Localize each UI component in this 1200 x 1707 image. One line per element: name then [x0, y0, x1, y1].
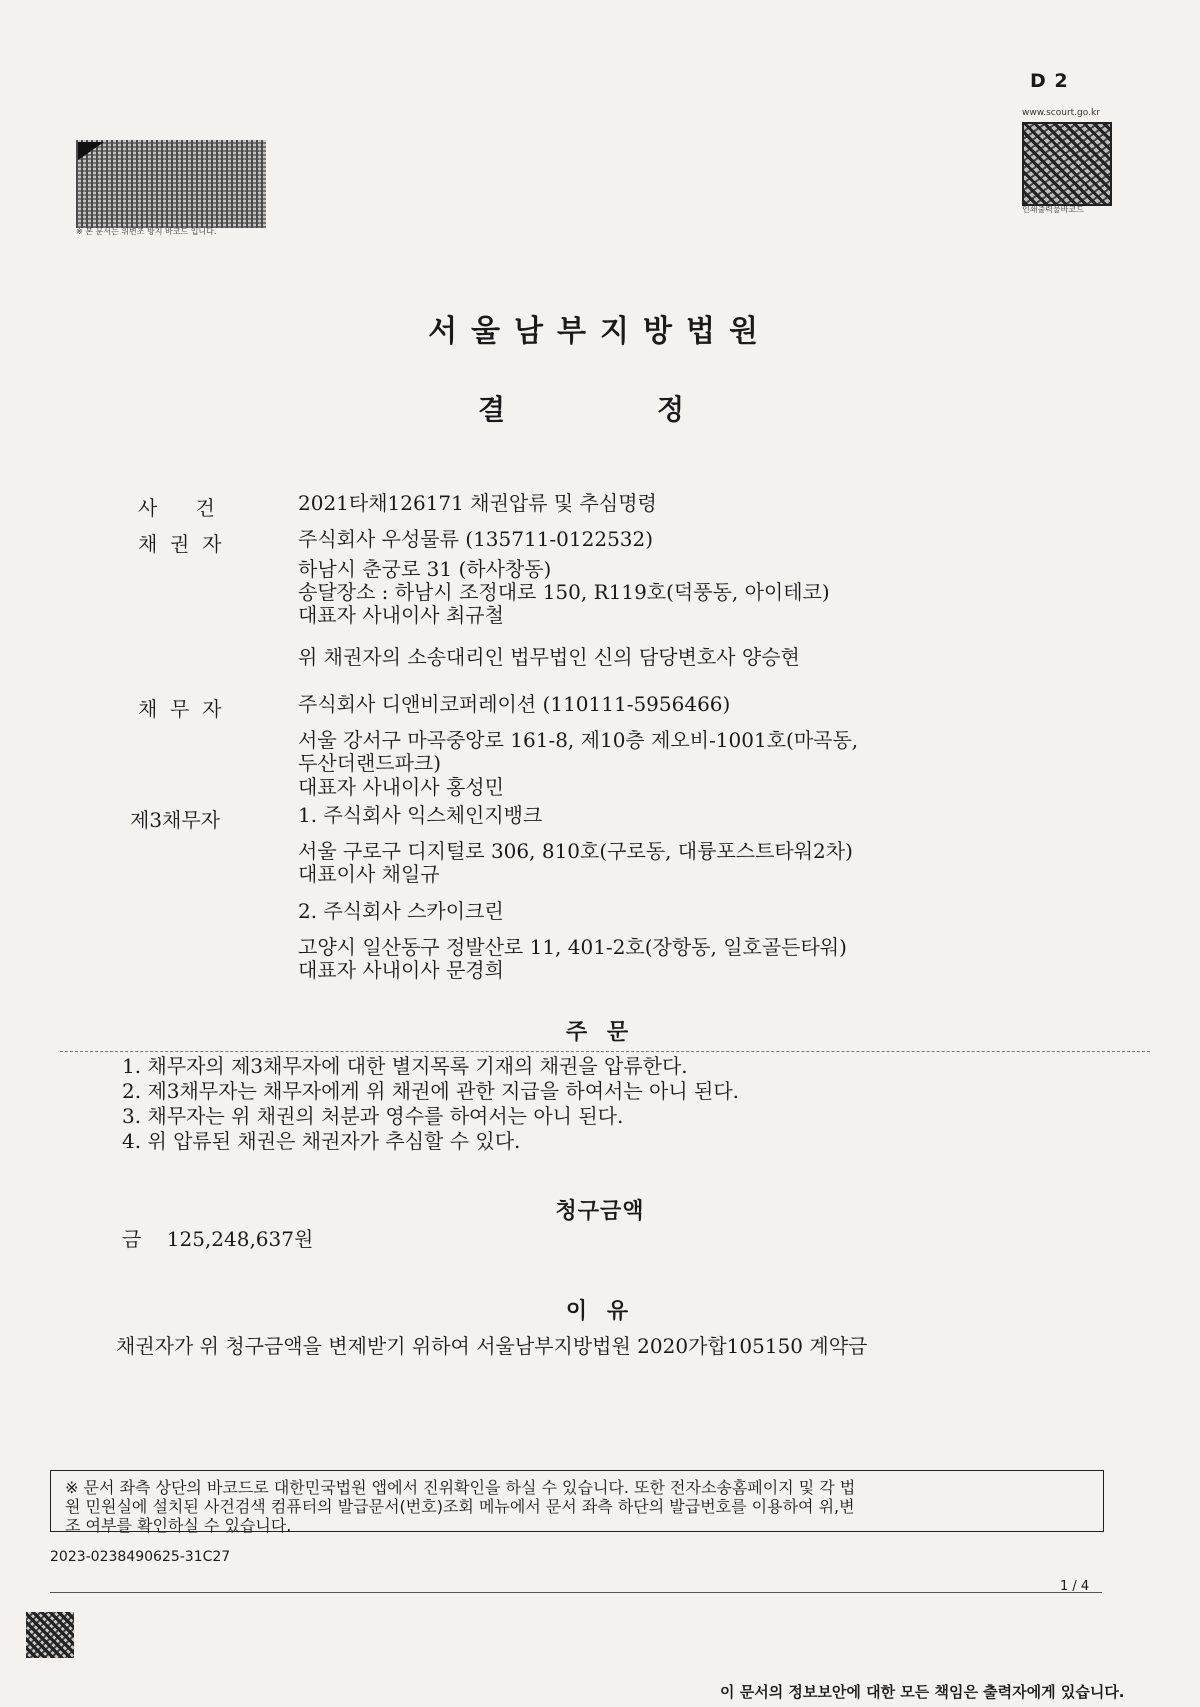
- reason-heading: 이 유: [565, 1298, 635, 1324]
- claim-heading: 청구금액: [555, 1198, 645, 1224]
- court-name: 서울남부지방법원: [428, 314, 772, 349]
- debtor-label: 채 무 자: [138, 697, 222, 721]
- debtor-address-2: 두산더랜드파크): [298, 751, 442, 775]
- third-debtor-label: 제3채무자: [130, 808, 221, 832]
- case-value: 2021타채126171 채권압류 및 추심명령: [298, 491, 657, 515]
- third-debtor-1-address: 서울 구로구 디지털로 306, 810호(구로동, 대륭포스트타워2차): [298, 839, 853, 863]
- order-heading: 주 문: [565, 1019, 635, 1045]
- order-item-1: 1. 채무자의 제3채무자에 대한 별지목록 기재의 채권을 압류한다.: [122, 1054, 688, 1078]
- debtor-name: 주식회사 디앤비코퍼레이션 (110111-5956466): [298, 692, 731, 716]
- authenticity-notice: [50, 1470, 1104, 1535]
- order-item-4: 4. 위 압류된 채권은 채권자가 추심할 수 있다.: [122, 1129, 521, 1153]
- court-url: www.scourt.go.kr: [1022, 108, 1100, 118]
- qr-label: 인쇄출력물바코드: [1022, 205, 1084, 214]
- creditor-attorney: 위 채권자의 소송대리인 법무법인 신의 담당변호사 양승현: [298, 645, 800, 669]
- notice-line-1: ※ 문서 좌측 상단의 바코드로 대한민국법원 앱에서 진위확인을 하실 수 있습니다. 또한 전자소송홈페이지 및 각 법: [65, 1478, 856, 1497]
- third-debtor-2-address: 고양시 일산동구 정발산로 11, 401-2호(장항동, 일호골든타워): [298, 935, 847, 959]
- creditor-representative: 대표자 사내이사 최규철: [298, 603, 504, 627]
- order-item-3: 3. 채무자는 위 채권의 처분과 영수를 하여서는 아니 된다.: [122, 1104, 624, 1128]
- claim-amount: 금 125,248,637원: [122, 1227, 314, 1251]
- third-debtor-2-representative: 대표자 사내이사 문경희: [298, 958, 504, 982]
- debtor-address-1: 서울 강서구 마곡중앙로 161-8, 제10층 제오비-1001호(마곡동,: [298, 728, 859, 752]
- creditor-label: 채 권 자: [138, 532, 222, 556]
- creditor-address: 하남시 춘궁로 31 (하사창동): [298, 557, 552, 581]
- case-label: 사 건: [138, 496, 215, 520]
- issue-number: 2023-0238490625-31C27: [50, 1549, 231, 1565]
- security-footer: 이 문서의 정보보안에 대한 모든 책임은 출력자에게 있습니다.: [720, 1683, 1125, 1701]
- page-code: D 2: [1030, 70, 1069, 92]
- creditor-service-address: 송달장소 : 하남시 조정대로 150, R119호(덕풍동, 아이테코): [298, 580, 830, 604]
- third-debtor-1-name: 1. 주식회사 익스체인지뱅크: [298, 803, 543, 827]
- debtor-representative: 대표자 사내이사 홍성민: [298, 775, 504, 799]
- footer-rule: [50, 1592, 1102, 1593]
- third-debtor-2-name: 2. 주식회사 스카이크린: [298, 899, 504, 923]
- creditor-name: 주식회사 우성물류 (135711-0122532): [298, 527, 654, 551]
- notice-line-3: 조 여부를 확인하실 수 있습니다.: [65, 1516, 292, 1535]
- verification-barcode-icon: [76, 140, 266, 228]
- third-debtor-1-representative: 대표이사 채일규: [298, 862, 440, 886]
- notice-line-2: 원 민원실에 설치된 사건검색 컴퓨터의 발급문서(번호)조회 메뉴에서 문서 좌측 하단의 발급번호를 이용하여 위,변: [65, 1497, 855, 1516]
- doc-type-char-2: 정: [657, 393, 685, 426]
- doc-type-char-1: 결: [478, 393, 506, 426]
- barcode-corner-mark: [78, 142, 104, 160]
- barcode-caption: ※ 본 문서는 위변조 방지 바코드 입니다.: [76, 227, 217, 236]
- page-number: 1 / 4: [1060, 1579, 1090, 1594]
- bottom-qr-code-icon: [26, 1612, 74, 1658]
- print-qr-code-icon: [1022, 122, 1112, 206]
- order-item-2: 2. 제3채무자는 채무자에게 위 채권에 관한 지급을 하여서는 아니 된다.: [122, 1079, 740, 1103]
- reason-text: 채권자가 위 청구금액을 변제받기 위하여 서울남부지방법원 2020가합105150 계약금: [116, 1334, 868, 1358]
